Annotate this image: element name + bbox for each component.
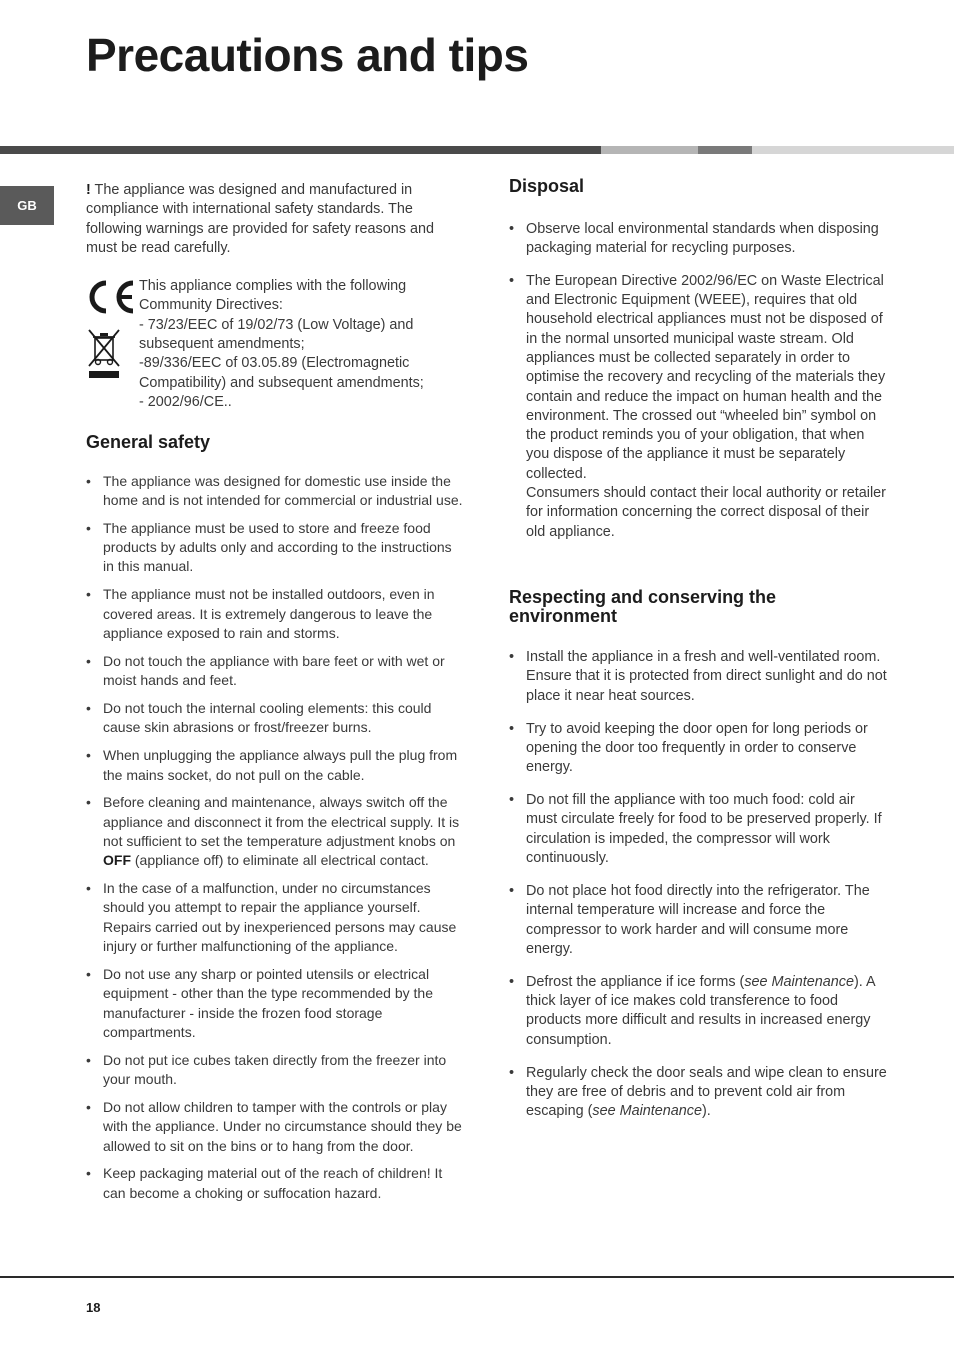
general-safety-heading: General safety [86,432,211,453]
warning-mark: ! [86,182,91,198]
safety-intro [86,181,466,258]
list-item: • Try to avoid keeping the door open for long periods or opening the door too frequently in order to conserve energy. [509,720,889,778]
respecting-environment-list [509,648,889,1122]
disposal-contact-text: Consumers should contact their local authority or retailer for information concerning the correct disposal of their old appliance. [526,485,886,540]
list-item: • Keep packaging material out of the reach of children! It can become a choking or suffocation hazard. [86,1164,466,1203]
list-item: • The European Directive 2002/96/EC on Waste Electrical and Electronic Equipment (WEEE), requires that old household electrical appliances must not be disposed of in the normal unsorted municipal waste stream. Old appliances must be collected separately in order to optimise the recovery and recycling of the materials they contain and reduce the impact on human health and the environment. The crossed out “wheeled bin” symbol on the product reminds you of your obligation, that when you dispose of the appliance it must be separately collected. Consumers should contact their local authority or retailer for information concerning the correct disposal of their old appliance. [509,272,889,542]
list-item: • Defrost the appliance if ice forms (see Maintenance). A thick layer of ice makes cold transference to food products more difficult and results in increased energy consumption. [509,973,889,1050]
disposal-list [509,220,889,542]
list-item: • Do not use any sharp or pointed utensils or electrical equipment - other than the type recommended by the manufacturer - inside the frozen food storage compartments. [86,965,466,1042]
left-column [86,181,466,1212]
page-number: 18 [86,1300,101,1315]
list-item: • Do not allow children to tamper with the controls or play with the appliance. Under no circumstance should they be allowed to sit on the bins or to hang from the door. [86,1098,466,1156]
compliance-text: This appliance complies with the following Community Directives: - 73/23/EEC of 19/02/73 (Low Voltage) and subsequent amendments; -89/336/EEC of 03.05.89 (Electromagnetic Compatibility) and subsequent amendments; - 2002/96/CE.. [139,278,424,410]
ce-mark-icon [86,277,138,317]
list-item: • Do not put ice cubes taken directly from the freezer into your mouth. [86,1051,466,1090]
list-item: • Before cleaning and maintenance, always switch off the appliance and disconnect it from the electrical supply. It is not sufficient to set the temperature adjustment knobs on OFF (appliance off) to eliminate all electrical contact. [86,793,466,870]
language-tab: GB [0,186,54,225]
disposal-heading: Disposal [509,176,585,196]
list-item: • The appliance must be used to store and freeze food products by adults only and according to the instructions in this manual. [86,519,466,577]
list-item: • Install the appliance in a fresh and well-ventilated room. Ensure that it is protected from direct sunlight and do not place it near heat sources. [509,648,889,706]
list-item: • Do not touch the internal cooling elements: this could cause skin abrasions or frost/freezer burns. [86,699,466,738]
crossed-wheelie-bin-icon [86,327,122,379]
header-stripe-light [752,146,954,154]
header-stripe-accent [698,146,752,154]
see-maintenance-ref: see Maintenance [744,973,854,990]
list-item: • The appliance was designed for domestic use inside the home and is not intended for commercial or industrial use. [86,472,466,511]
list-item: • When unplugging the appliance always pull the plug from the mains socket, do not pull on the cable. [86,746,466,785]
right-column [509,177,889,1135]
list-item: • The appliance must not be installed outdoors, even in covered areas. It is extremely dangerous to leave the appliance exposed to rain and storms. [86,585,466,643]
see-maintenance-ref: see Maintenance [592,1103,703,1120]
off-label: OFF [103,852,131,869]
respecting-environment-heading: Respecting and conserving the environment [509,586,777,627]
list-item: • Do not touch the appliance with bare feet or with wet or moist hands and feet. [86,652,466,691]
list-item: • Do not place hot food directly into the refrigerator. The internal temperature will increase and force the compressor to work harder and will consume more energy. [509,882,889,959]
list-item: • Observe local environmental standards when disposing packaging material for recycling purposes. [509,220,889,259]
header-stripe-dark [0,146,601,154]
safety-intro-text: The appliance was designed and manufactured in compliance with international safety standards. The following warnings are provided for safety reasons and must be read carefully. [86,182,434,256]
header-stripe-mid [601,146,698,154]
footer-rule [0,1276,954,1278]
list-item: • In the case of a malfunction, under no circumstances should you attempt to repair the appliance yourself. Repairs carried out by inexperienced persons may cause injury or further malfunctioning of the appliance. [86,879,466,956]
list-item: • Regularly check the door seals and wipe clean to ensure they are free of debris and to prevent cold air from escaping (see Maintenance). [509,1064,889,1122]
list-item: • Do not fill the appliance with too much food: cold air must circulate freely for food to be preserved properly. If circulation is impeded, the compressor will work continuously. [509,791,889,868]
general-safety-list [86,472,466,1203]
compliance-block [86,277,466,412]
page-title: Precautions and tips [86,29,529,81]
